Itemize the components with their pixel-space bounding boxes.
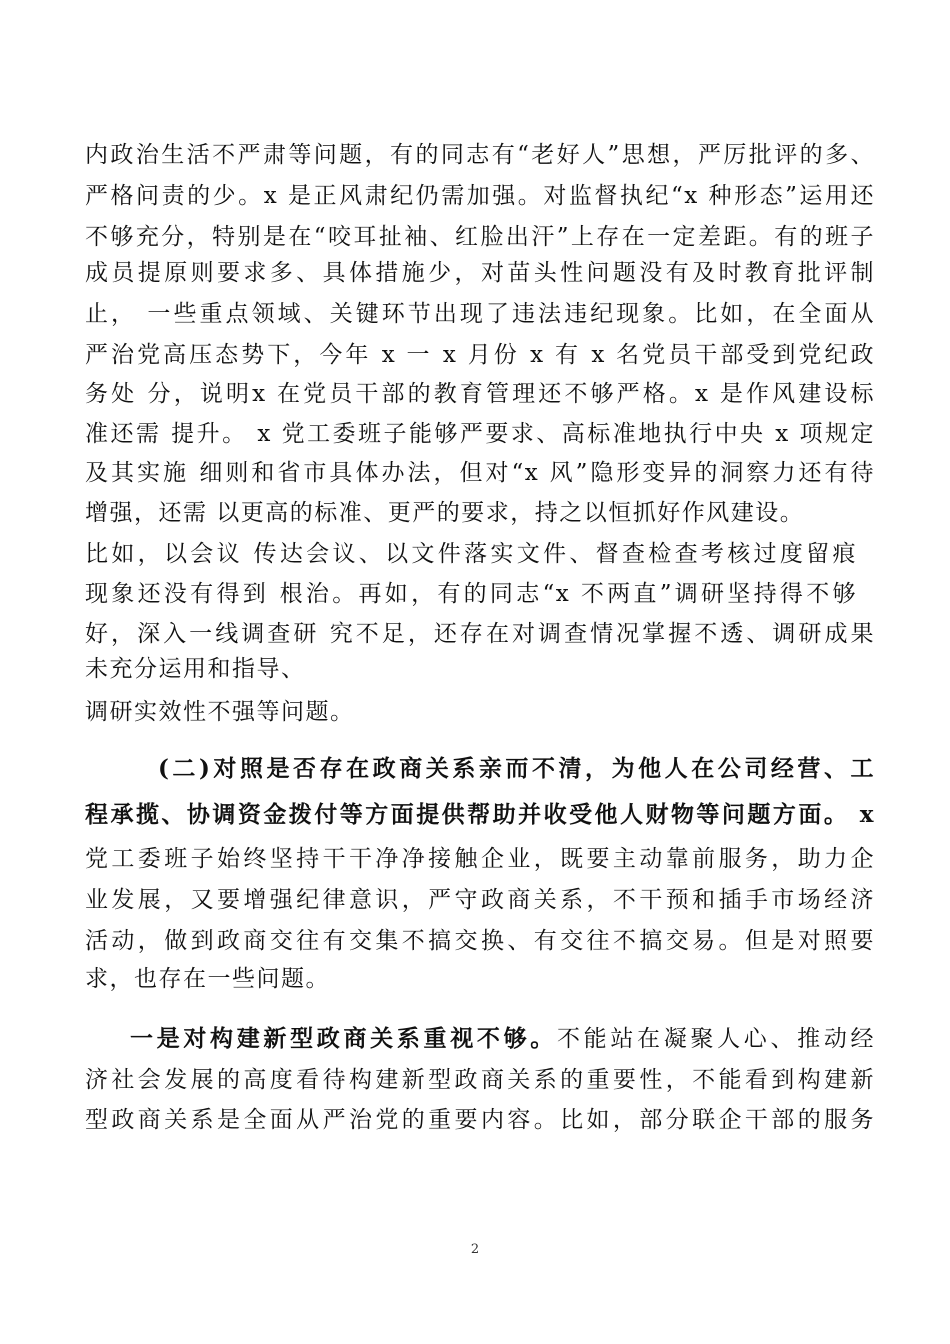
paragraph-1-line-15: 调研实效性不强等问题。 xyxy=(85,699,355,725)
paragraph-1-line-3: 不够充分，特别是在“咬耳扯袖、红脸出汗”上存在一定差距。有的班子 xyxy=(85,224,875,250)
paragraph-3-bold-lead: 一是对构建新型政商关系重视不够。 xyxy=(130,1025,557,1052)
paragraph-3-line-3: 型政商关系是全面从严治党的重要内容。比如，部分联企干部的服务 xyxy=(85,1107,875,1133)
paragraph-1-line-14: 未充分运用和指导、 xyxy=(85,656,306,682)
paragraph-1-line-7: 务处 分，说明x 在党员干部的教育管理还不够严格。x 是作风建设标 xyxy=(85,381,875,407)
paragraph-1-line-4: 成员提原则要求多、具体措施少，对苗头性问题没有及时教育批评制 xyxy=(85,260,875,286)
paragraph-1-line-13: 好，深入一线调查研 究不足，还存在对调查情况掌握不透、调研成果 xyxy=(85,621,875,647)
paragraph-1-line-5: 止， 一些重点领域、关键环节出现了违法违纪现象。比如，在全面从 xyxy=(85,301,875,327)
section-heading-2-line-2: 程承揽、协调资金拨付等方面提供帮助并收受他人财物等问题方面。 x xyxy=(85,801,875,828)
paragraph-1-line-8: 准还需 提升。 x 党工委班子能够严要求、高标准地执行中央 x 项规定 xyxy=(85,421,875,447)
paragraph-3-line-1 xyxy=(130,1023,875,1055)
paragraph-1-line-2: 严格问责的少。x 是正风肃纪仍需加强。对监督执纪“x 种形态”运用还 xyxy=(85,183,875,209)
paragraph-2-line-1: 党工委班子始终坚持干干净净接触企业，既要主动靠前服务，助力企 xyxy=(85,846,875,872)
paragraph-3-line-2: 济社会发展的高度看待构建新型政商关系的重要性，不能看到构建新 xyxy=(85,1067,875,1093)
paragraph-2-line-2: 业发展，又要增强纪律意识，严守政商关系，不干预和插手市场经济 xyxy=(85,887,875,913)
paragraph-1-line-1: 内政治生活不严肃等问题，有的同志有“老好人”思想，严厉批评的多、 xyxy=(85,142,875,168)
paragraph-2-line-4: 求，也存在一些问题。 xyxy=(85,966,330,992)
paragraph-1-line-11: 比如，以会议 传达会议、以文件落实文件、督查检查考核过度留痕 xyxy=(85,541,857,567)
paragraph-2-line-3: 活动，做到政商交往有交集不搞交换、有交往不搞交易。但是对照要 xyxy=(85,928,875,954)
page-number: 2 xyxy=(470,1242,480,1257)
paragraph-1-line-9: 及其实施 细则和省市具体办法，但对“x 风”隐形变异的洞察力还有待 xyxy=(85,460,875,486)
paragraph-3-line-1-rest: 不能站在凝聚人心、推动经 xyxy=(556,1026,876,1052)
paragraph-1-line-12: 现象还没有得到 根治。再如，有的同志“x 不两直”调研坚持得不够 xyxy=(85,581,857,607)
section-heading-2-line-1: (二)对照是否存在政商关系亲而不清，为他人在公司经营、工 xyxy=(158,755,875,782)
paragraph-1-line-10: 增强，还需 以更高的标准、更严的要求，持之以恒抓好作风建设。 xyxy=(85,500,805,526)
paragraph-1-line-6: 严治党高压态势下，今年 x 一 x 月份 x 有 x 名党员干部受到党纪政 xyxy=(85,342,875,368)
